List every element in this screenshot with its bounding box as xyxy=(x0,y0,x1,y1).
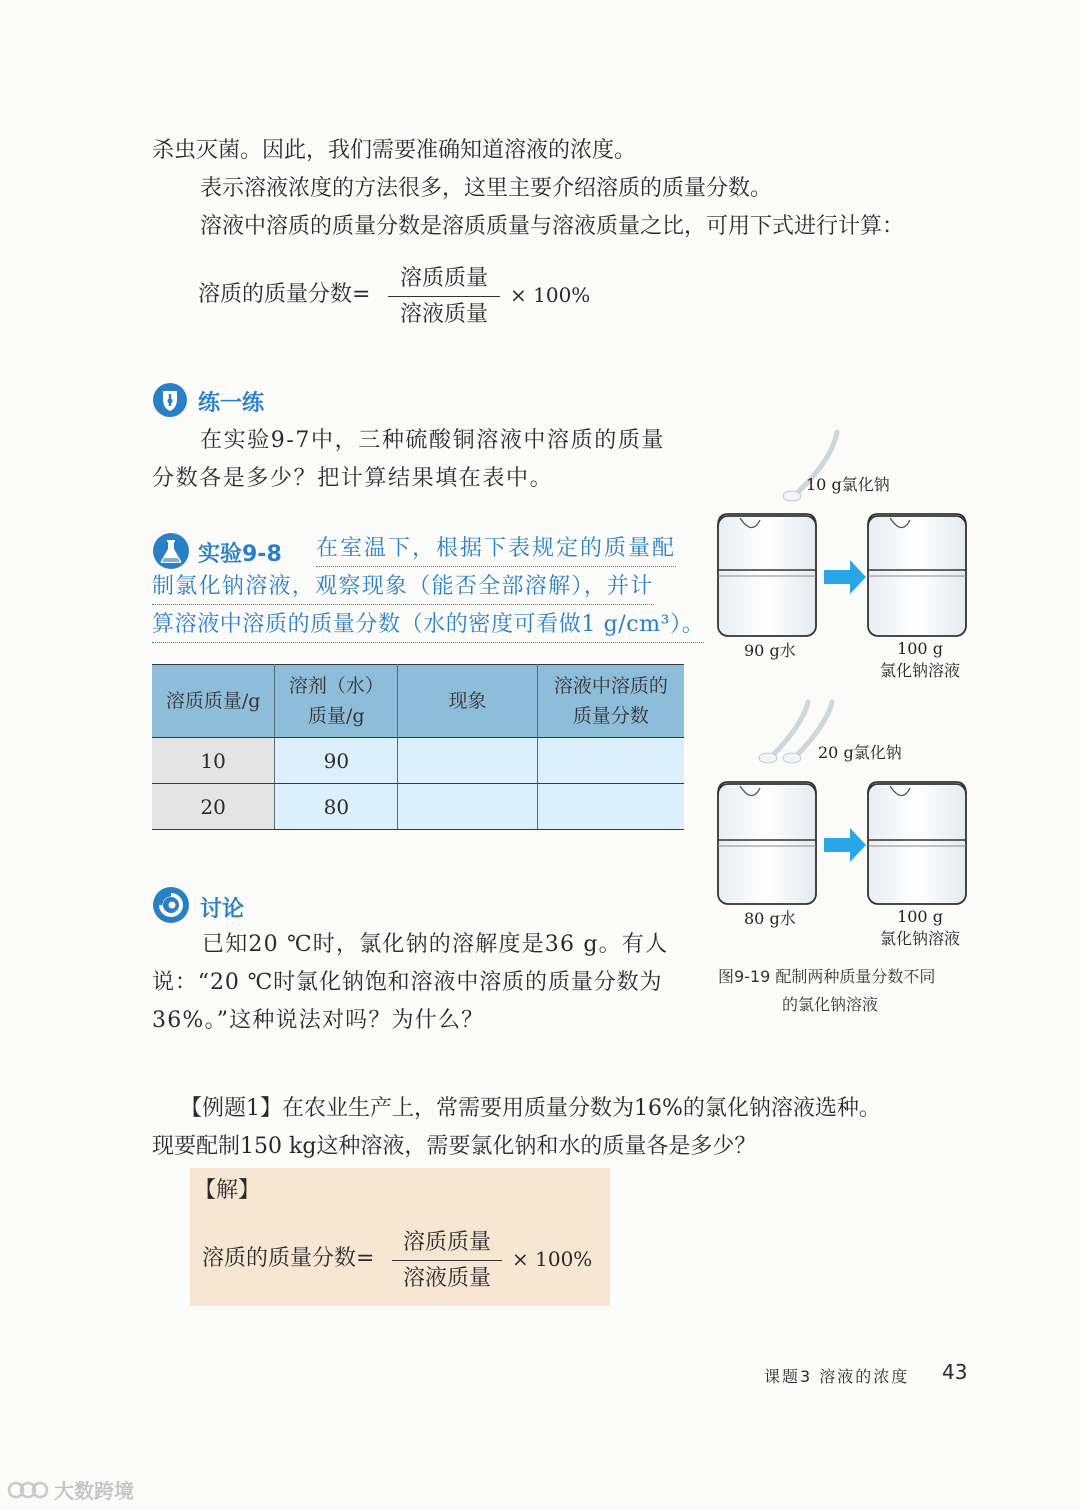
bottom-spoon-label: 20 g氯化钠 xyxy=(818,743,902,762)
header-solvent-line2: 质量/g xyxy=(308,705,365,727)
discussion-line-3: 36%。”这种说法对吗？为什么？ xyxy=(152,1008,485,1033)
beaker-icon xyxy=(868,782,966,904)
cell-phenomenon[interactable] xyxy=(398,738,537,784)
discussion-icon xyxy=(152,886,190,924)
solution-fraction xyxy=(392,1226,502,1297)
practice-line-1: 在实验9-7中，三种硫酸铜溶液中溶质的质量 xyxy=(200,428,666,453)
practice-line-2: 分数各是多少？把计算结果填在表中。 xyxy=(152,466,554,491)
experiment-line-3: 算溶液中溶质的质量分数（水的密度可看做1 g/cm³）。 xyxy=(152,608,704,643)
header-fraction xyxy=(537,665,684,738)
discussion-title: 讨论 xyxy=(200,897,245,922)
arrow-right-icon xyxy=(824,828,866,862)
cell-solute: 10 xyxy=(152,738,275,784)
intro-line-1: 杀虫灭菌。因此，我们需要准确知道溶液的浓度。 xyxy=(152,138,637,163)
solution-denominator: 溶液质量 xyxy=(402,1266,491,1291)
solution-lhs: 溶质的质量分数= xyxy=(202,1246,375,1271)
header-solvent xyxy=(275,665,398,738)
cell-phenomenon[interactable] xyxy=(398,784,537,830)
top-spoon-label: 10 g氯化钠 xyxy=(806,475,890,494)
arrow-right-icon xyxy=(824,560,866,594)
discussion-line-2: 说：“20 ℃时氯化钠饱和溶液中溶质的质量分数为 xyxy=(152,970,663,995)
cell-solvent: 80 xyxy=(275,784,398,830)
example-line-2: 现要配制150 kg这种溶液，需要氯化钠和水的质量各是多少？ xyxy=(152,1134,757,1159)
header-phenomenon: 现象 xyxy=(398,665,537,738)
solution-factor: × 100% xyxy=(512,1247,593,1271)
solution-box xyxy=(190,1168,610,1306)
header-solute: 溶质质量/g xyxy=(152,665,275,738)
beaker-icon xyxy=(718,782,816,904)
formula-numerator: 溶质质量 xyxy=(399,266,488,291)
formula-lhs: 溶质的质量分数= xyxy=(198,282,371,307)
pen-icon xyxy=(152,382,188,418)
practice-title: 练一练 xyxy=(198,391,265,416)
experiment-title: 实验9-8 xyxy=(198,542,282,567)
intro-line-3: 溶液中溶质的质量分数是溶质质量与溶液质量之比，可用下式进行计算： xyxy=(200,214,905,239)
top-left-label: 90 g水 xyxy=(744,641,796,660)
example-line-1: 【例题1】在农业生产上，常需要用质量分数为16%的氯化钠溶液选种。 xyxy=(180,1096,881,1121)
top-right-label xyxy=(870,638,970,682)
page-number: 43 xyxy=(942,1360,968,1384)
figure-caption-1: 图9-19 配制两种质量分数不同 xyxy=(718,967,936,986)
header-fraction-line1: 溶液中溶质的 xyxy=(553,675,668,697)
formula-denominator: 溶液质量 xyxy=(399,302,488,327)
bottom-right-label-2: 氯化钠溶液 xyxy=(879,929,960,948)
bottom-right-label-1: 100 g xyxy=(897,907,943,926)
solution-label: 【解】 xyxy=(194,1178,261,1203)
bottom-right-label xyxy=(870,906,970,950)
chapter-label: 课题3 溶液的浓度 xyxy=(764,1367,910,1386)
watermark-text: 大数跨境 xyxy=(54,1478,134,1503)
beaker-icon xyxy=(718,514,816,636)
cell-solute: 20 xyxy=(152,784,275,830)
cell-solvent: 90 xyxy=(275,738,398,784)
table-header-row xyxy=(152,665,684,738)
formula-fraction xyxy=(388,262,500,333)
top-right-label-2: 氯化钠溶液 xyxy=(879,661,960,680)
header-solvent-line1: 溶剂（水） xyxy=(288,675,384,697)
beaker-icon xyxy=(868,514,966,636)
cell-fraction[interactable] xyxy=(537,784,684,830)
figure-9-19 xyxy=(700,420,990,1020)
flask-icon xyxy=(152,532,190,570)
header-fraction-line2: 质量分数 xyxy=(572,705,649,727)
experiment-line-2: 制氯化钠溶液，观察现象（能否全部溶解），并计 xyxy=(152,570,654,605)
experiment-line-1: 在室温下，根据下表规定的质量配 xyxy=(316,532,676,567)
experiment-table xyxy=(152,664,684,830)
top-right-label-1: 100 g xyxy=(897,639,943,658)
table-row xyxy=(152,784,684,830)
discussion-line-1: 已知20 ℃时，氯化钠的溶解度是36 g。有人 xyxy=(202,932,669,957)
solution-numerator: 溶质质量 xyxy=(402,1230,491,1255)
intro-line-2: 表示溶液浓度的方法很多，这里主要介绍溶质的质量分数。 xyxy=(200,176,773,201)
watermark-logo-icon xyxy=(6,1476,50,1502)
watermark xyxy=(6,1474,134,1504)
table-row xyxy=(152,738,684,784)
formula-factor: × 100% xyxy=(510,283,591,307)
figure-caption-2: 的氯化钠溶液 xyxy=(782,995,879,1014)
cell-fraction[interactable] xyxy=(537,738,684,784)
bottom-left-label: 80 g水 xyxy=(744,909,796,928)
